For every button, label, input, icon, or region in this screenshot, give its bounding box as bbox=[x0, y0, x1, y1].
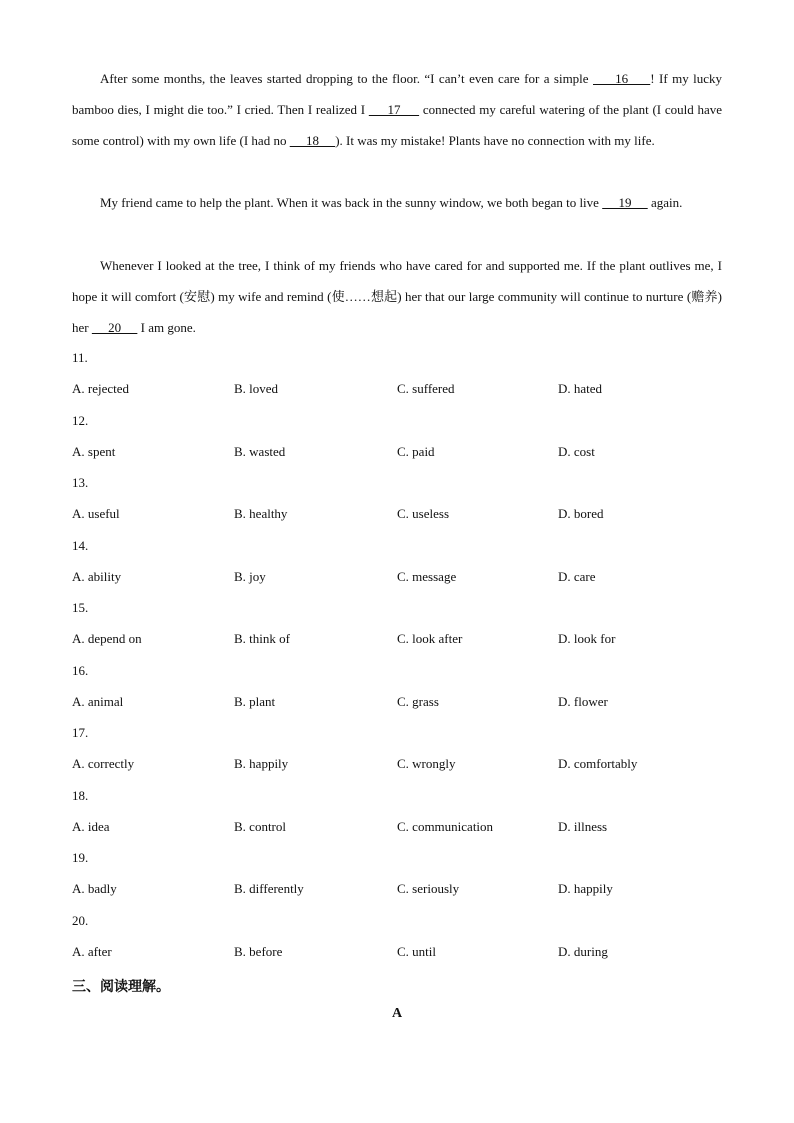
passage-text: connected my careful watering of the plant (I could have some control) with my own life (I had no bbox=[72, 102, 723, 148]
answer-option-c[interactable]: C. grass bbox=[397, 693, 439, 709]
answer-option-b[interactable]: B. control bbox=[234, 818, 286, 834]
part-label: A bbox=[391, 1006, 403, 1021]
answer-option-a[interactable]: A. animal bbox=[72, 693, 124, 709]
passage-text: ! If my lucky bamboo dies, I might die too.” I cried. Then I realized I bbox=[72, 71, 723, 117]
answer-option-a[interactable]: A. ability bbox=[72, 568, 122, 584]
answer-option-c[interactable]: C. communication bbox=[397, 818, 494, 834]
answer-option-c[interactable]: C. message bbox=[397, 568, 457, 584]
answer-option-d[interactable]: D. flower bbox=[558, 693, 608, 709]
question-number: 18. bbox=[72, 787, 89, 803]
passage-text: My friend came to help the plant. When it was back in the sunny window, we both began to live bbox=[100, 195, 603, 210]
answer-option-a[interactable]: A. correctly bbox=[72, 756, 135, 771]
answer-option-c[interactable]: C. wrongly bbox=[397, 756, 456, 771]
answer-option-d[interactable]: D. happily bbox=[558, 881, 613, 896]
passage-text: I am gone. bbox=[137, 320, 196, 335]
answer-option-d[interactable]: D. look for bbox=[558, 631, 616, 646]
question-number: 15. bbox=[72, 600, 89, 615]
blank-18: 18 bbox=[289, 133, 336, 148]
answer-option-d[interactable]: D. illness bbox=[558, 818, 608, 834]
answer-option-b[interactable]: B. before bbox=[234, 943, 283, 959]
blank-20: 20 bbox=[91, 320, 138, 335]
passage-text: Whenever I looked at the tree, I think of my friends who have cared for and supported me. If the plant outlives me, I hope it will comfort (安慰) my wife and remind (使……想起) her that our large community will continue to nurture (赡养) her bbox=[72, 258, 722, 335]
answer-option-d[interactable]: D. during bbox=[558, 943, 608, 959]
section-title: 三、阅读理解。 bbox=[72, 980, 170, 995]
answer-option-a[interactable]: A. badly bbox=[72, 881, 117, 896]
blank-19: 19 bbox=[602, 195, 648, 210]
answer-option-b[interactable]: B. plant bbox=[234, 693, 276, 709]
question-number: 14. bbox=[72, 537, 89, 553]
answer-option-a[interactable]: A. useful bbox=[72, 506, 120, 521]
answer-option-c[interactable]: C. paid bbox=[397, 443, 435, 459]
answer-option-a[interactable]: A. rejected bbox=[72, 381, 130, 396]
answer-option-a[interactable]: A. depend on bbox=[72, 631, 142, 646]
answer-option-b[interactable]: B. wasted bbox=[234, 443, 286, 459]
question-number: 20. bbox=[72, 912, 89, 928]
answer-option-a[interactable]: A. after bbox=[72, 943, 112, 959]
passage-text: again. bbox=[647, 195, 683, 210]
answer-option-b[interactable]: B. joy bbox=[234, 568, 266, 584]
passage-paragraph bbox=[72, 187, 722, 218]
question-number: 11. bbox=[72, 350, 88, 365]
answer-option-c[interactable]: C. seriously bbox=[397, 881, 460, 896]
question-number: 17. bbox=[72, 725, 89, 740]
answer-option-c[interactable]: C. suffered bbox=[397, 381, 455, 396]
answer-option-d[interactable]: D. comfortably bbox=[558, 756, 638, 771]
answer-option-b[interactable]: B. loved bbox=[234, 381, 279, 396]
question-number: 16. bbox=[72, 662, 89, 678]
question-number: 13. bbox=[72, 475, 89, 490]
answer-option-b[interactable]: B. happily bbox=[234, 756, 289, 771]
passage-text: After some months, the leaves started dropping to the floor. “I can’t even care for a simple bbox=[100, 71, 593, 86]
passage-text: ). It was my mistake! Plants have no connection with my life. bbox=[335, 133, 655, 148]
answer-option-c[interactable]: C. useless bbox=[397, 506, 449, 521]
blank-16: 16 bbox=[593, 71, 651, 86]
answer-option-b[interactable]: B. think of bbox=[234, 631, 290, 646]
answer-option-c[interactable]: C. until bbox=[397, 943, 437, 959]
answer-option-c[interactable]: C. look after bbox=[397, 631, 463, 646]
passage-paragraph bbox=[72, 63, 722, 156]
answer-option-a[interactable]: A. spent bbox=[72, 443, 116, 459]
answer-option-d[interactable]: D. bored bbox=[558, 506, 604, 521]
passage-paragraph bbox=[72, 250, 722, 343]
answer-option-d[interactable]: D. care bbox=[558, 568, 596, 584]
answer-option-b[interactable]: B. differently bbox=[234, 881, 304, 896]
question-number: 19. bbox=[72, 850, 89, 865]
question-number: 12. bbox=[72, 412, 89, 428]
blank-17: 17 bbox=[368, 102, 420, 117]
answer-option-d[interactable]: D. cost bbox=[558, 443, 595, 459]
answer-option-d[interactable]: D. hated bbox=[558, 381, 603, 396]
answer-option-b[interactable]: B. healthy bbox=[234, 506, 288, 521]
answer-option-a[interactable]: A. idea bbox=[72, 818, 110, 834]
